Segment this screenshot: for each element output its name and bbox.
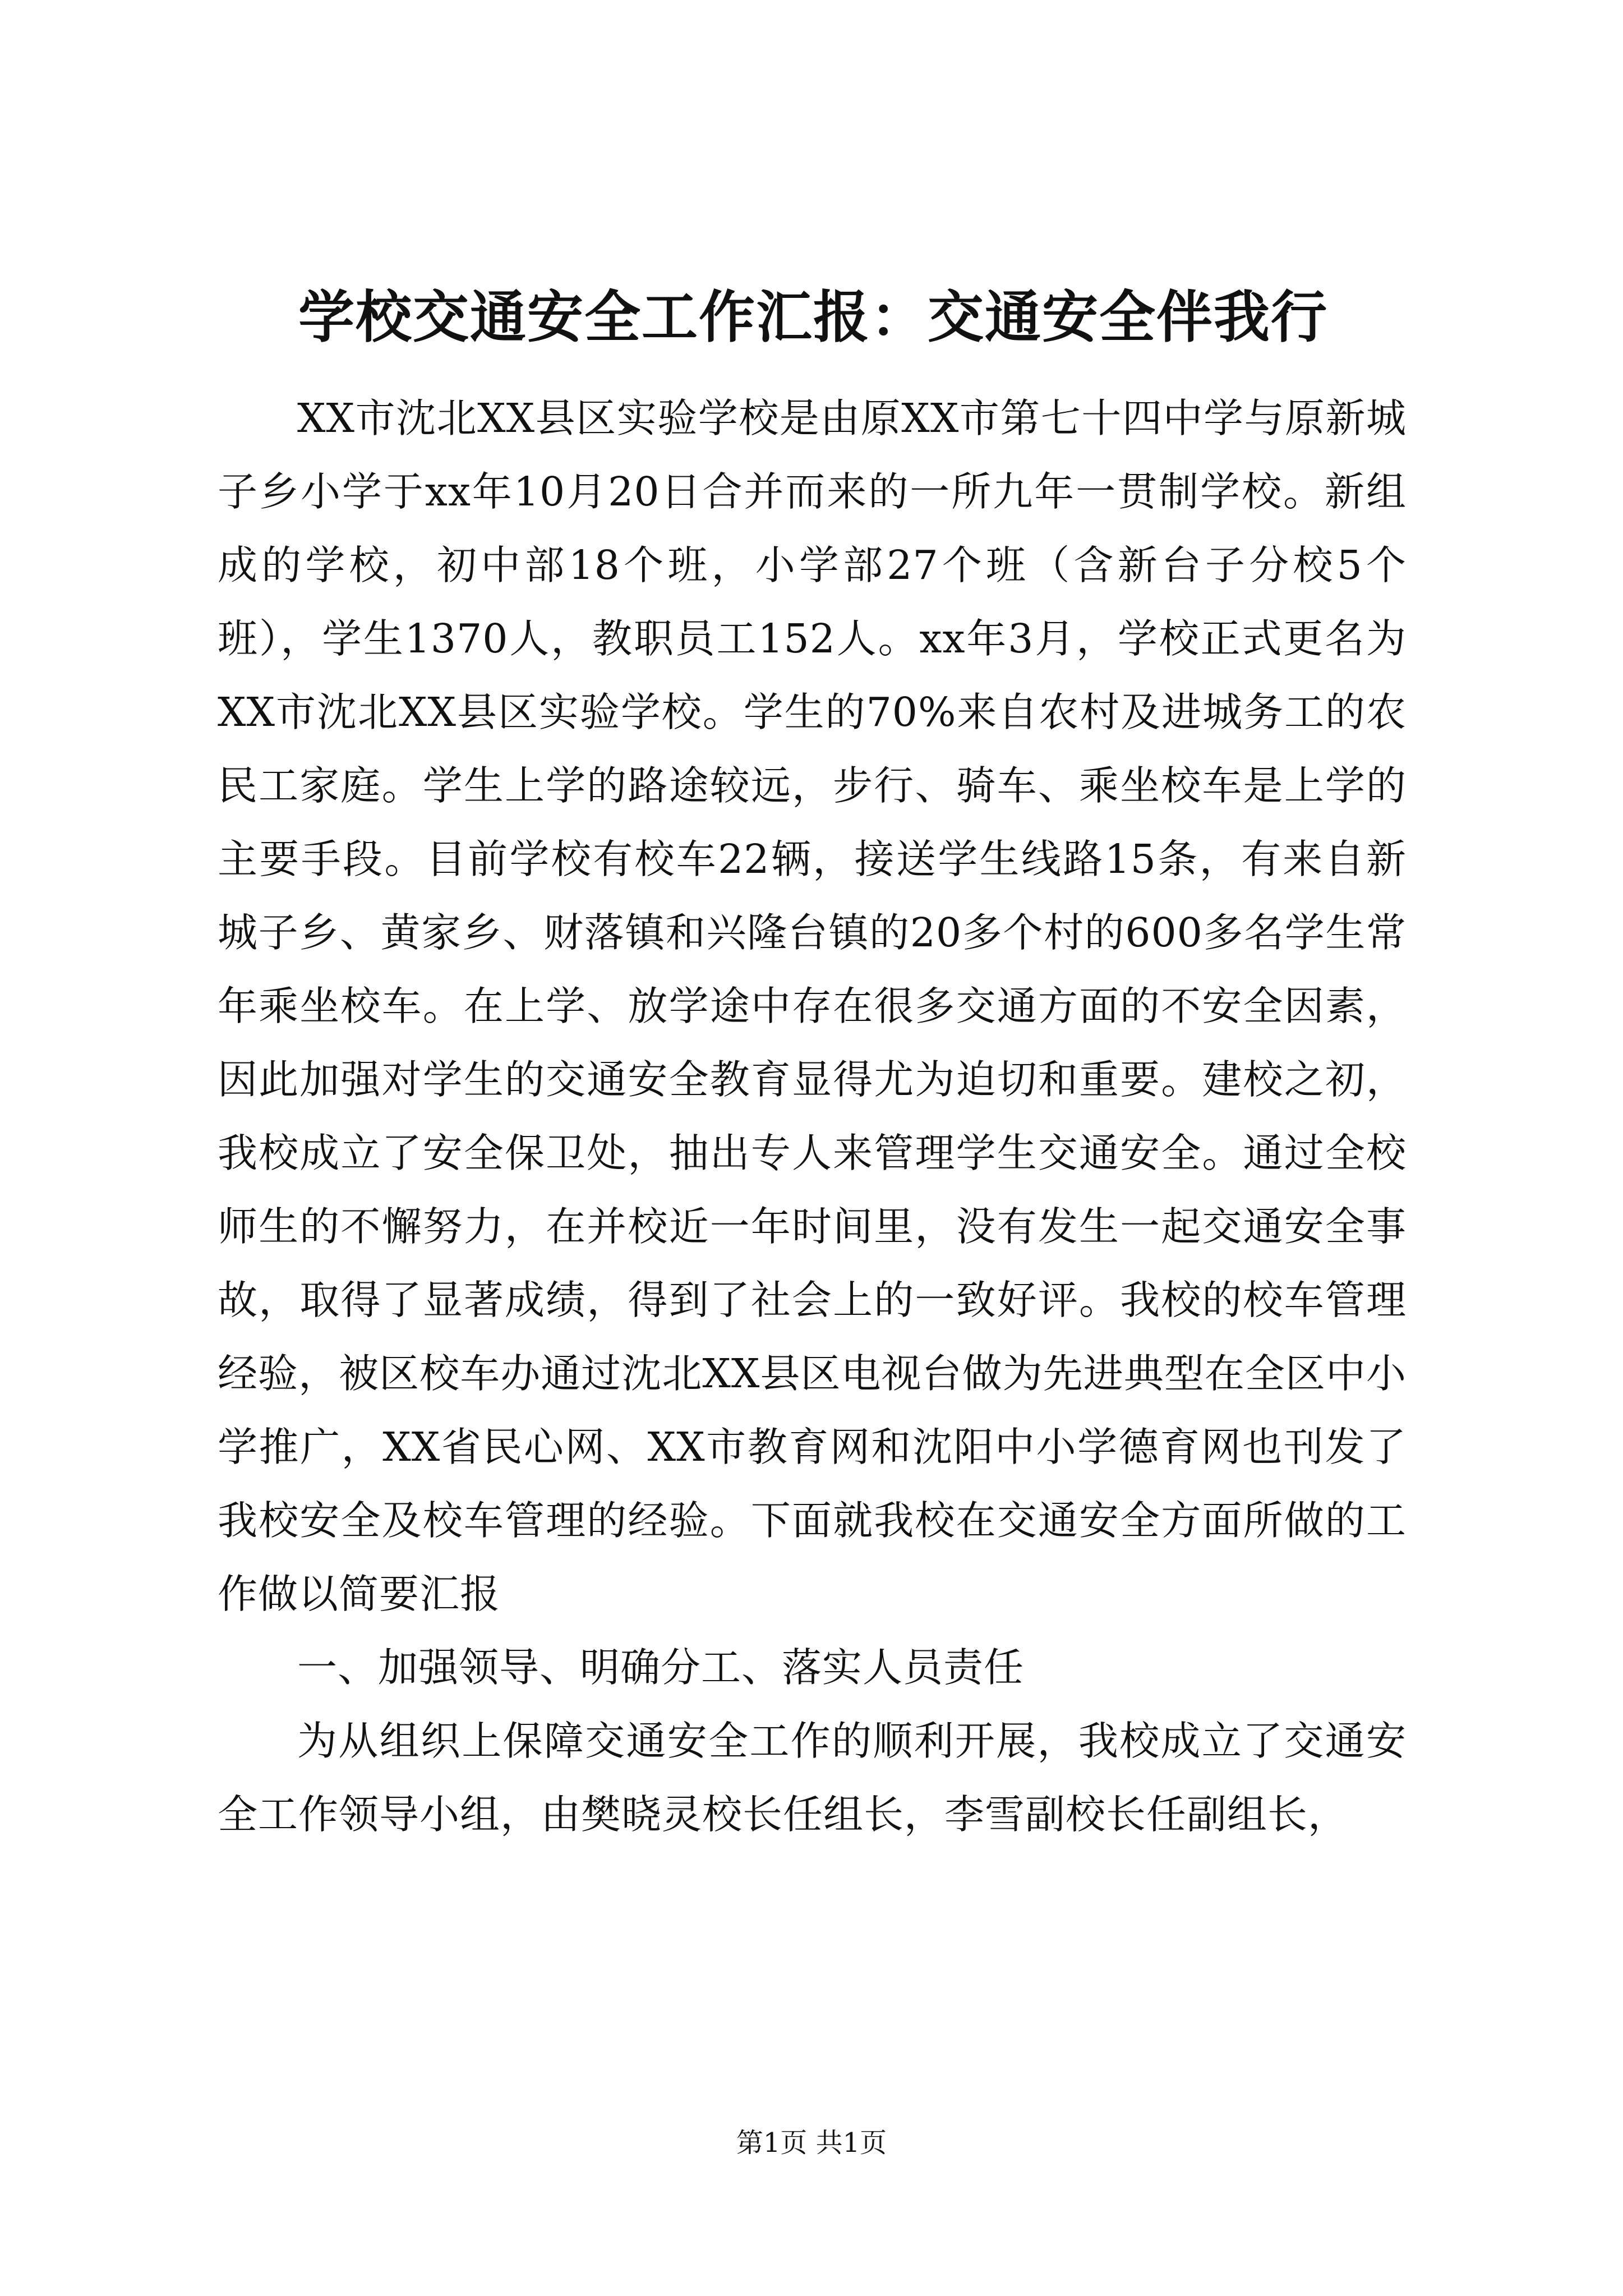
page-footer: 第1页 共1页 xyxy=(736,2127,887,2159)
body-paragraph: 为从组织上保障交通安全工作的顺利开展，我校成立了交通安全工作领导小组，由樊晓灵校长任组长，李雪副校长任副组长， xyxy=(218,1718,1407,1838)
body-paragraph: XX市沈北XX县区实验学校是由原XX市第七十四中学与原新城子乡小学于xx年10月20日合并而来的一所九年一贯制学校。新组成的学校，初中部18个班，小学部27个班（含新台子分校5个班），学生1370人，教职员工152人。xx年3月，学校正式更名为XX市沈北XX县区实验学校。学生的70%来自农村及进城务工的农民工家庭。学生上学的路途较远，步行、骑车、乘坐校车是上学的主要手段。目前学校有校车22辆，接送学生线路15条，有来自新城子乡、黄家乡、财落镇和兴隆台镇的20多个村的600多名学生常年乘坐校车。在上学、放学途中存在很多交通方面的不安全因素，因此加强对学生的交通安全教育显得尤为迫切和重要。建校之初，我校成立了安全保卫处，抽出专人来管理学生交通安全。通过全校师生的不懈努力，在并校近一年时间里，没有发生一起交通安全事故，取得了显著成绩，得到了社会上的一致好评。我校的校车管理经验，被区校车办通过沈北XX县区电视台做为先进典型在全区中小学推广，XX省民心网、XX市教育网和沈阳中小学德育网也刊发了我校安全及校车管理的经验。下面就我校在交通安全方面所做的工作做以简要汇报 xyxy=(218,395,1407,1617)
document-title: 学校交通安全工作汇报：交通安全伴我行 xyxy=(298,284,1328,350)
document-body xyxy=(218,381,1407,1851)
section-heading: 一、加强领导、明确分工、落实人员责任 xyxy=(297,1644,1025,1691)
